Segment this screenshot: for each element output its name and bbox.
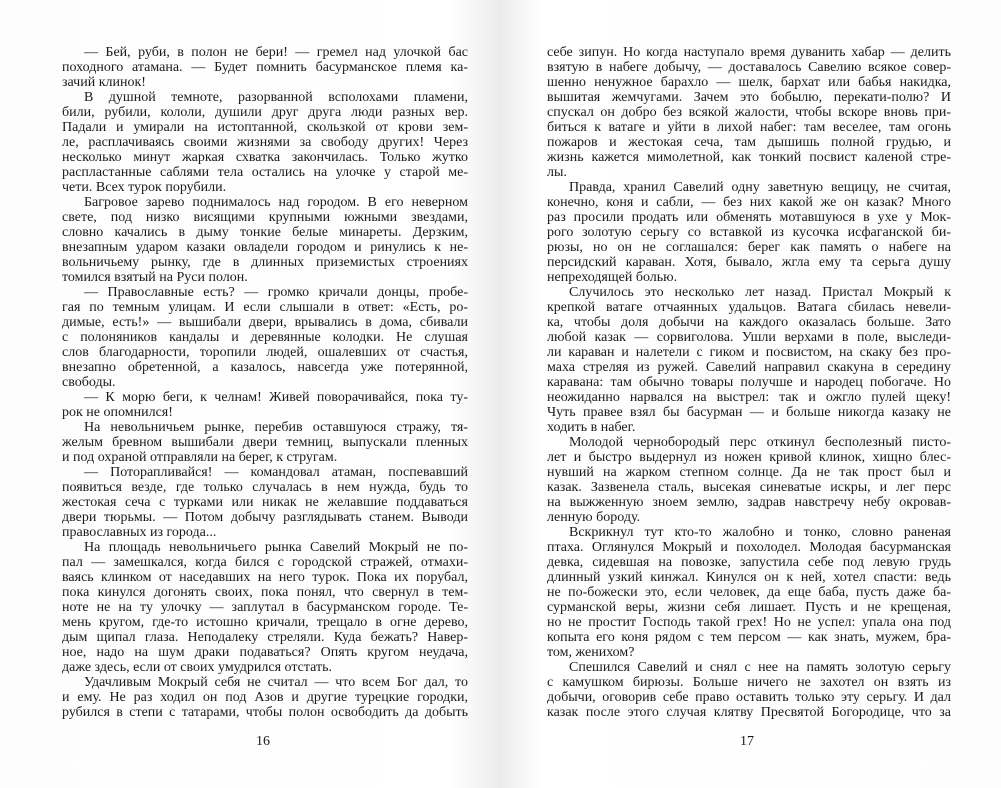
paragraph <box>62 390 468 420</box>
text-line: казак после этого случая клятву Пресвятой Богородице, что за <box>547 705 951 720</box>
text-line: слов благодарности, торопили людей, ошалевших от счастья, <box>62 345 468 360</box>
text-line: ноте не на ту улочку — заплутал в басурманском городе. Те- <box>62 600 468 615</box>
text-line: неожиданно нарвался на выстрел: так и ожгло пулей щеку! <box>547 390 951 405</box>
text-line: крепкой ватаге отчаянных удальцов. Ватага сбилась невели- <box>547 300 951 315</box>
text-line: — К морю беги, к челнам! Живей поворачивайся, пока ту- <box>84 390 468 405</box>
paragraph <box>62 420 468 465</box>
text-line: дым щипал глаза. Неподалеку стреляли. Куда бежать? Навер- <box>62 630 468 645</box>
text-line: вышитая жемчугами. Зачем это бобылю, перекати-полю? И <box>547 90 951 105</box>
paragraph <box>547 180 951 285</box>
right-page-text <box>547 45 951 720</box>
text-line: Случилось это несколько лет назад. Пристал Мокрый к <box>569 285 951 300</box>
paragraph <box>62 285 468 390</box>
text-line: свободы. <box>62 375 116 390</box>
text-line: внезапно обретенной, а казалось, навсегда уже потерянной, <box>62 360 468 375</box>
text-line: свете, под низко висящими крупными южными звездами, <box>62 210 468 225</box>
paragraph <box>62 45 468 90</box>
text-line: даже здесь, если от своих умудрился отстать. <box>62 660 333 675</box>
paragraph <box>547 435 951 525</box>
page-number-left: 16 <box>256 734 270 749</box>
text-line: несколько минут жаркая схватка закончилась. Только жутко <box>62 150 468 165</box>
text-line: добычи, оговорив себе право оставить только эту серьгу. И дал <box>547 690 951 705</box>
paragraph <box>62 675 468 720</box>
text-line: двери тюрьмы. — Потом добычу разглядывать станем. Выводи <box>62 510 468 525</box>
text-line: томился взятый на Руси полон. <box>62 270 248 285</box>
text-line: Правда, хранил Савелий одну заветную вещицу, не считая, <box>569 180 951 195</box>
text-line: и под охраной отправляли на берег, к стругам. <box>62 450 338 465</box>
text-line: лы. <box>547 165 567 180</box>
text-line: Падали и умирали на истоптанной, скользкой от крови зем- <box>62 120 468 135</box>
text-line: том, женихом? <box>547 645 635 660</box>
paragraph <box>62 195 468 285</box>
paragraph <box>62 465 468 540</box>
text-line: На площадь невольничьего рынка Савелий Мокрый не по- <box>84 540 468 555</box>
text-line: появиться везде, где только случалась в нем нужда, будь то <box>62 480 468 495</box>
text-line: персидский караван. Хотя, бывало, жгла ему та серьга душу <box>547 255 951 270</box>
text-line: ле, расплачиваясь своими жизнями за свободу других! Через <box>62 135 468 150</box>
text-line: с камушком бирюзы. Больше ничего не захотел он взять из <box>547 675 951 690</box>
text-line: Чуть правее взял бы басурман — и больше никогда казаку не <box>547 405 951 420</box>
text-line: — Бей, руби, в полон не бери! — гремел над улочкой бас <box>84 45 468 60</box>
text-line: на выжженную зноем землю, задрав навстречу небу окровав- <box>547 495 951 510</box>
paragraph <box>62 540 468 675</box>
text-line: гая по темным улицам. И если слышали в ответ: «Есть, ро- <box>62 300 468 315</box>
text-line: желым бревном вышибали двери темниц, выпускали пленных <box>62 435 468 450</box>
text-line: но не простит Господь такой грех! Но не успел: упала она под <box>547 615 951 630</box>
text-line: птаха. Оглянулся Мокрый и похолодел. Молодая басурманская <box>547 540 951 555</box>
text-line: Молодой чернобородый перс откинул бесполезный писто- <box>569 435 951 450</box>
text-line: словно качались в дыму тонкие белые минареты. Дерзким, <box>62 225 468 240</box>
text-line: распластанные саблями тела остались на улочке у старой ме- <box>62 165 468 180</box>
text-line: конечно, коня и сабли, — без них какой же он казак? Много <box>547 195 951 210</box>
left-page-text <box>62 45 468 720</box>
text-line: мень кругом, где-то истошно кричали, трещало в огне дерево, <box>62 615 468 630</box>
text-line: сурманской веры, жизни себя лишает. Пусть и не крещеная, <box>547 600 951 615</box>
text-line: — Православные есть? — громко кричали донцы, пробе- <box>84 285 468 300</box>
paragraph <box>62 90 468 195</box>
text-line: жестокая сеча с турками или никак не желавшие поддаваться <box>62 495 468 510</box>
text-line: чети. Всех турок порубили. <box>62 180 227 195</box>
text-line: каравана: там обычно товары получше и народец побогаче. Но <box>547 375 951 390</box>
text-line: пал — замешкался, когда бился с городской стражей, отмахи- <box>62 555 468 570</box>
text-line: нувший на жарком степном солнце. Да не так прост был и <box>547 465 951 480</box>
text-line: непреходящей болью. <box>547 270 678 285</box>
page-number-right: 17 <box>740 734 754 749</box>
text-line: Багровое зарево поднималось над городом. В его неверном <box>84 195 468 210</box>
text-line: внезапным ударом казаки овладели городом и ринулись к не- <box>62 240 468 255</box>
text-line: длинный узкий кинжал. Кинулся он к ней, хотел спасти: ведь <box>547 570 951 585</box>
text-line: пожаров и жестокая сеча, там дышишь полной грудью, и <box>547 135 951 150</box>
text-line: В душной темноте, разорванной всполохами пламени, <box>84 90 468 105</box>
text-line: ка, чтобы доля добычи на каждого оказалась больше. Зато <box>547 315 951 330</box>
text-line: спускал он добро без всякой жалости, чтобы вскоре вновь при- <box>547 105 951 120</box>
text-line: девка, сидевшая на повозке, запустила себе под левую грудь <box>547 555 951 570</box>
text-line: биться к ватаге и уйти в лихой набег: там веселее, там огонь <box>547 120 951 135</box>
text-line: взятую в набеге добычу, — доставалось Савелию всякое совер- <box>547 60 951 75</box>
text-line: раз просили продать или обменять мотавшуюся в ухе у Мок- <box>547 210 951 225</box>
text-line: не по-божески это, если человек, да еще баба, пусть даже ба- <box>547 585 951 600</box>
text-line: ваясь клинком от наседавших на него турок. Пока их порубал, <box>62 570 468 585</box>
text-line: себе зипун. Но когда наступало время дуванить хабар — делить <box>547 45 951 60</box>
text-line: На невольничьем рынке, перебив оставшуюся стражу, тя- <box>84 420 468 435</box>
text-line: Вскрикнул тут кто-то жалобно и тонко, словно раненая <box>569 525 951 540</box>
text-line: — Поторапливайся! — командовал атаман, поспевавший <box>84 465 468 480</box>
text-line: рюзы, но он не соглашался: берег как память о набеге на <box>547 240 951 255</box>
text-line: ли караван и налетели с гиком и посвистом, на скаку без про- <box>547 345 951 360</box>
text-line: лет и быстро выдернул из ножен кривой клинок, хищно блес- <box>547 450 951 465</box>
text-line: православных из города... <box>62 525 217 540</box>
text-line: с полоняников кандалы и деревянные колодки. Не слушая <box>62 330 468 345</box>
paragraph <box>547 525 951 660</box>
text-line: били, рубили, кололи, душили друг друга люди разных вер. <box>62 105 468 120</box>
text-line: пока кинулся догонять своих, пока понял, что свернул в тем- <box>62 585 468 600</box>
text-line: рок не опомнился! <box>62 405 173 420</box>
text-line: любой казак — сорвиголова. Ушли верхами в поле, выследи- <box>547 330 951 345</box>
text-line: казак. Зазвенела сталь, высекая синеватые искры, и лег перс <box>547 480 951 495</box>
paragraph <box>547 660 951 720</box>
text-line: ленную бороду. <box>547 510 641 525</box>
text-line: ное, надо на шум драки подаваться? Опять кругом неудача, <box>62 645 468 660</box>
paragraph <box>547 285 951 435</box>
text-line: вольничьему рынку, где в длинных приземистых строениях <box>62 255 468 270</box>
text-line: Спешился Савелий и снял с нее на память золотую серьгу <box>569 660 951 675</box>
text-line: походного атамана. — Будет помнить басурманское племя ка- <box>62 60 468 75</box>
text-line: и ему. Не раз ходил он под Азов и другие турецкие городки, <box>62 690 468 705</box>
text-line: шенно ненужное барахло — шелк, бархат или бабья накидка, <box>547 75 951 90</box>
paragraph <box>547 45 951 180</box>
text-line: рого золотую серьгу со вставкой из кусочка исфаганской би- <box>547 225 951 240</box>
text-line: рубился в степи с татарами, чтобы полон освободить да добыть <box>62 705 468 720</box>
text-line: жизнь кажется мимолетной, как тонкий посвист каленой стре- <box>547 150 951 165</box>
text-line: зачий клинок! <box>62 75 146 90</box>
text-line: Удачливым Мокрый себя не считал — что всем Бог дал, то <box>84 675 468 690</box>
text-line: копыта его коня рядом с тем персом — как знать, мужем, бра- <box>547 630 951 645</box>
text-line: ходить в набег. <box>547 420 636 435</box>
text-line: димые, есть!» — вышибали двери, врывались в дома, сбивали <box>62 315 468 330</box>
text-line: маха стреляя из ружей. Савелий направил скакуна в середину <box>547 360 951 375</box>
